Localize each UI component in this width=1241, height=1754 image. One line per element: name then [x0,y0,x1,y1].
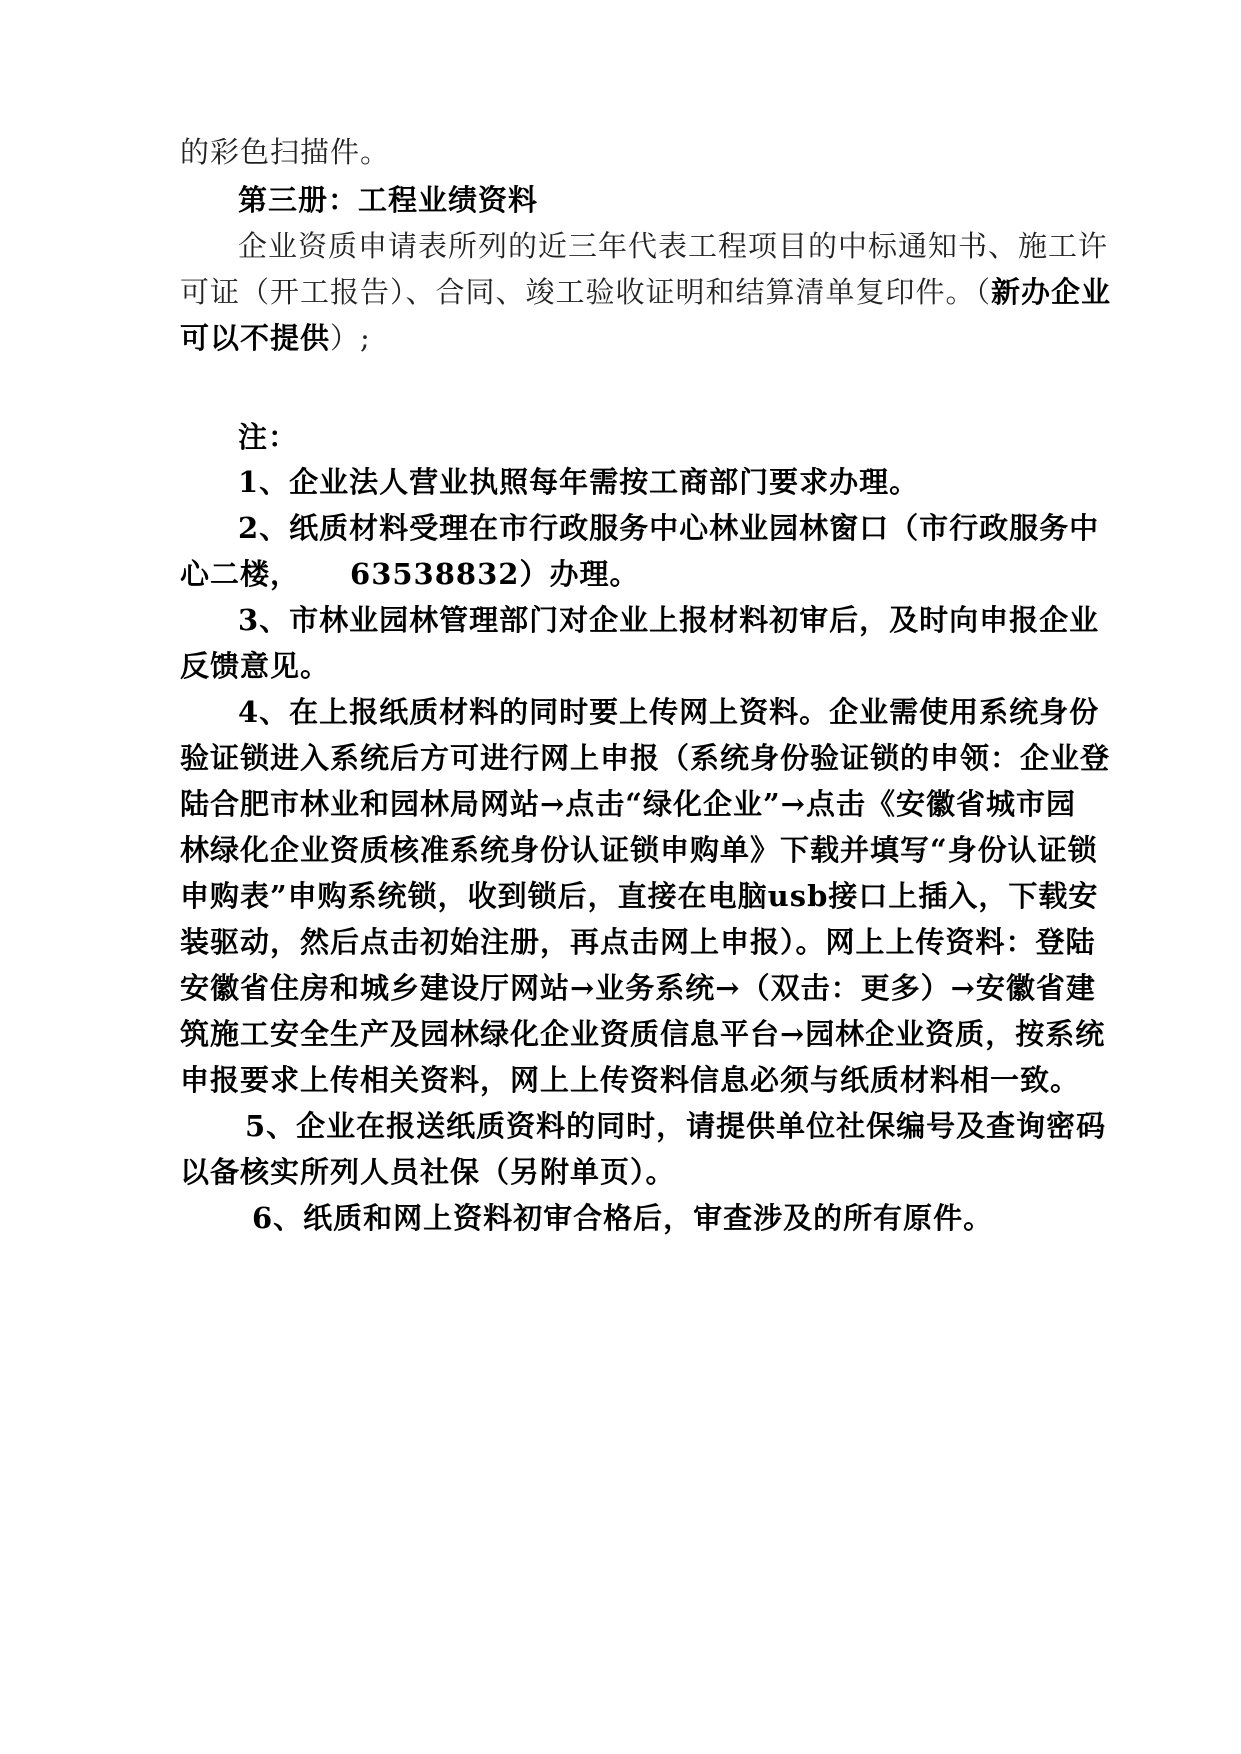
note-item-4-cont: 装驱动，然后点击初始注册，再点击网上申报）。网上上传资料：登陆 [180,925,1096,959]
text-span: 可证（开工报告）、合同、竣工验收证明和结算清单复印件。（ [180,275,992,309]
text-line [180,272,1112,312]
note-item-4-cont: 申报要求上传相关资料，网上上传资料信息必须与纸质材料相一致。 [180,1063,1081,1097]
section-heading: 第三册：工程业绩资料 [238,183,539,217]
note-item-5: 5、企业在报送纸质资料的同时，请提供单位社保编号及查询密码 [245,1109,1107,1143]
note-item-4-cont: 安徽省住房和城乡建设厅网站→业务系统→（双击：更多）→安徽省建 [180,971,1096,1005]
note-item-4-cont: 陆合肥市林业和园林局网站→点击“绿化企业”→点击《安徽省城市园 [180,787,1076,821]
note-item-4: 4、在上报纸质材料的同时要上传网上资料。企业需使用系统身份 [238,695,1100,729]
note-item-5-cont: 以备核实所列人员社保（另附单页）。 [180,1155,676,1189]
bold-text-span: 可以不提供 [180,321,331,355]
note-item-4-cont: 林绿化企业资质核准系统身份认证锁申购单》下载并填写“身份认证锁 [180,833,1098,867]
bold-text-span: 新办企业 [991,275,1112,309]
note-title: 注： [238,420,299,454]
phone-number: 63538832）办理。 [350,557,640,591]
text-line: 的彩色扫描件。 [180,135,391,169]
note-item-4-cont: 筑施工安全生产及园林绿化企业资质信息平台→园林企业资质，按系统 [180,1017,1106,1051]
text-span: 心二楼， [180,557,301,591]
note-item-2: 2、纸质材料受理在市行政服务中心林业园林窗口（市行政服务中 [238,511,1100,545]
note-item-3: 3、市林业园林管理部门对企业上报材料初审后，及时向申报企业 [238,603,1100,637]
note-item-6: 6、纸质和网上资料初审合格后，审查涉及的所有原件。 [252,1201,994,1235]
note-item-1: 1、企业法人营业执照每年需按工商部门要求办理。 [238,465,920,499]
note-item-2-cont [180,554,1070,594]
note-item-4-cont: 验证锁进入系统后方可进行网上申报（系统身份验证锁的申领：企业登 [180,741,1111,775]
text-span: ）; [330,321,371,355]
note-item-4-cont: 申购表”申购系统锁，收到锁后，直接在电脑usb接口上插入，下载安 [180,879,1099,913]
note-item-3-cont: 反馈意见。 [180,649,331,683]
text-line [180,318,1070,358]
text-line: 企业资质申请表所列的近三年代表工程项目的中标通知书、施工许 [238,229,1109,263]
